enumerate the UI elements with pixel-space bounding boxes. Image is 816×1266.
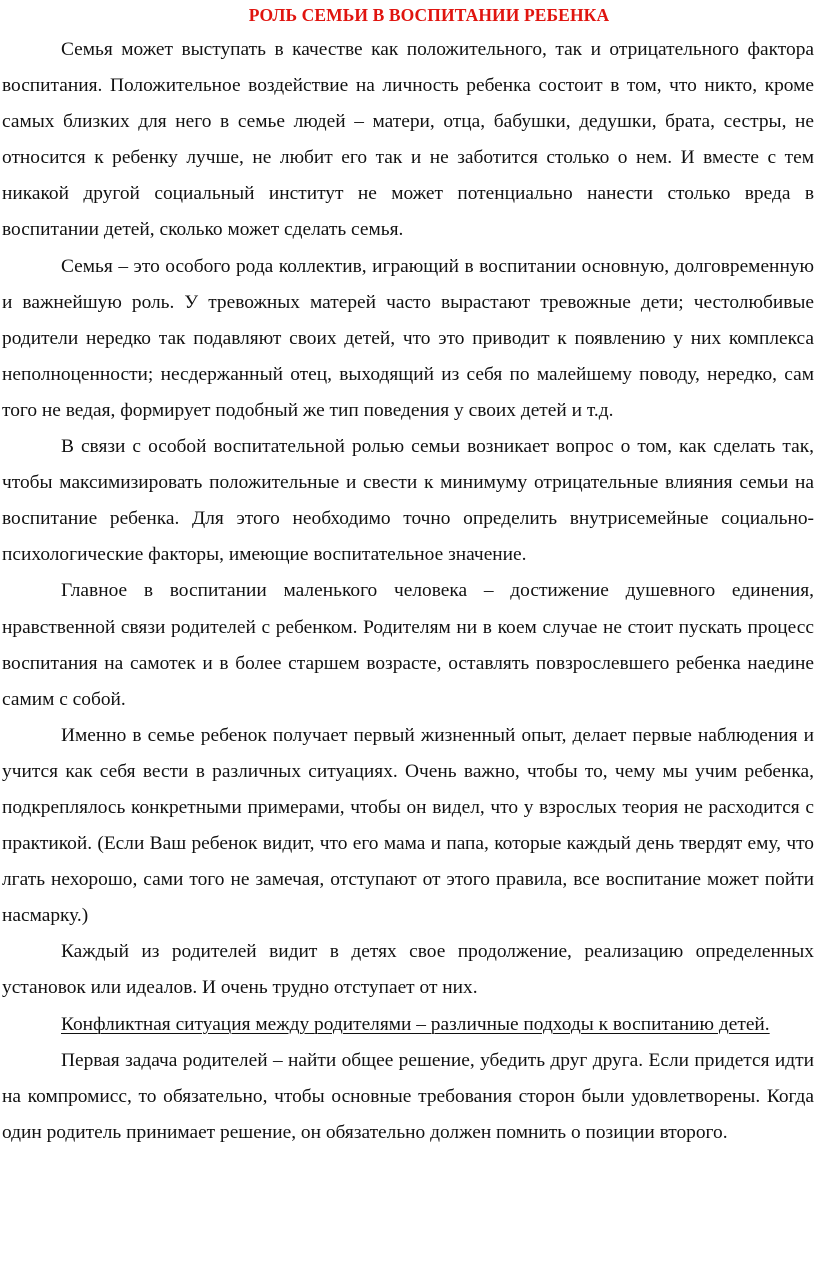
paragraph-2: Семья – это особого рода коллектив, играющий в воспитании основную, долговременную и важнейшую роль. У тревожных матерей часто вырастают тревожные дети; честолюбивые родители нередко так подавляют своих детей, что это приводит к появлению у них комплекса неполноценности; несдержанный отец, выходящий из себя по малейшему поводу, нередко, сам того не ведая, формирует подобный же тип поведения у своих детей и т.д. <box>2 255 814 421</box>
document-title: РОЛЬ СЕМЬИ В ВОСПИТАНИИ РЕБЕНКА <box>248 5 610 25</box>
paragraph-3: В связи с особой воспитательной ролью семьи возникает вопрос о том, как сделать так, чтобы максимизировать положительные и свести к минимуму отрицательные влияния семьи на воспитание ребенка. Для этого необходимо точно определить внутрисемейные социально-психологические факторы, имеющие воспитательное значение. <box>2 436 814 566</box>
paragraph-5: Именно в семье ребенок получает первый жизненный опыт, делает первые наблюдения и учится как себя вести в различных ситуациях. Очень важно, чтобы то, чему мы учим ребенка, подкреплялось конкретными примерами, чтобы он видел, что у взрослых теория не расходится с практикой. (Если Ваш ребенок видит, что его мама и папа, которые каждый день твердят ему, что лгать нехорошо, сами того не замечая, отступают от этого правила, все воспитание может пойти насмарку.) <box>2 724 814 927</box>
paragraph-6: Каждый из родителей видит в детях свое продолжение, реализацию определенных установок или идеалов. И очень трудно отступает от них. <box>2 941 814 999</box>
subheading-text: Конфликтная ситуация между родителями – различные подходы к воспитанию детей. <box>61 1013 770 1035</box>
paragraph-4: Главное в воспитании маленького человека – достижение душевного единения, нравственной связи родителей с ребенком. Родителям ни в коем случае не стоит пускать процесс воспитания на самотек и в более старшем возрасте, оставлять повзрослевшего ребенка наедине самим с собой. <box>2 580 814 710</box>
paragraph-final: Первая задача родителей – найти общее решение, убедить друг друга. Если придется идти на компромисс, то обязательно, чтобы основные требования сторон были удовлетворены. Когда один родитель принимает решение, он обязательно должен помнить о позиции второго. <box>2 1049 814 1143</box>
section-subheading <box>2 1007 814 1043</box>
paragraph-1: Семья может выступать в качестве как положительного, так и отрицательного фактора воспитания. Положительное воздействие на личность ребенка состоит в том, что никто, кроме самых близких для него в семье людей – матери, отца, бабушки, дедушки, брата, сестры, не относится к ребенку лучше, не любит его так и не заботится столько о нем. И вместе с тем никакой другой социальный институт не может потенциально нанести столько вреда в воспитании детей, сколько может сделать семья. <box>2 39 814 241</box>
